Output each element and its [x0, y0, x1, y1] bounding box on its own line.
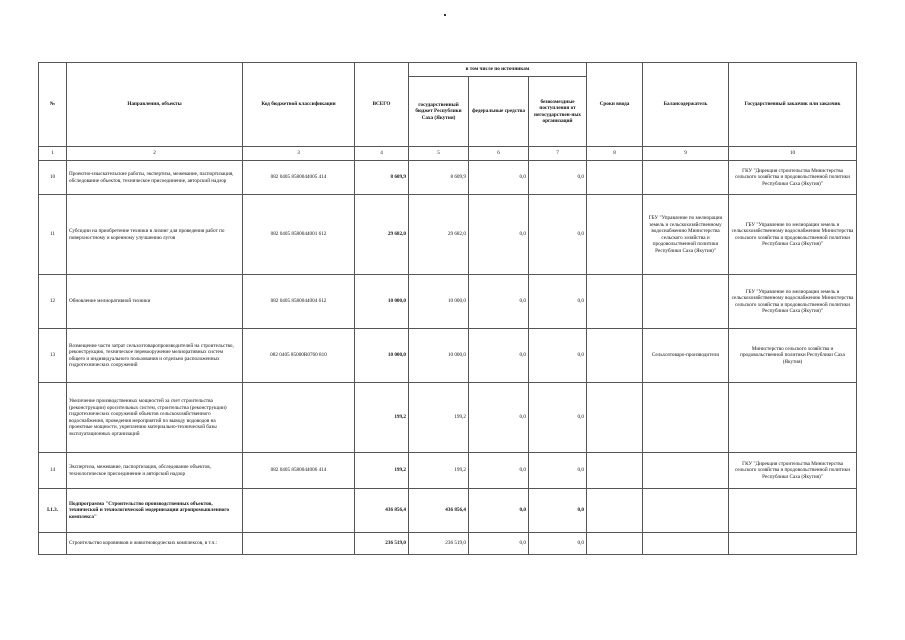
row-code	[243, 489, 355, 533]
row-term	[587, 275, 643, 329]
row-holder	[643, 161, 729, 195]
row-state-budget: 10 000,0	[409, 329, 469, 383]
row-no: 13	[39, 329, 67, 383]
row-holder	[643, 453, 729, 489]
col-number: 8	[587, 147, 643, 161]
row-holder	[643, 533, 729, 555]
row-total: 436 856,4	[355, 489, 409, 533]
col-header-sources-group: в том числе по источникам	[409, 63, 587, 77]
row-code	[243, 533, 355, 555]
table-row	[39, 383, 857, 453]
row-federal: 0,0	[469, 195, 529, 275]
row-customer: ГКУ "Дирекция строительства Министерства сельского хозяйства и продовольственной политики Республики Саха (Якутия)"	[729, 453, 857, 489]
row-total: 8 609,9	[355, 161, 409, 195]
row-free: 0,0	[529, 329, 587, 383]
column-number-row	[39, 147, 857, 161]
row-federal: 0,0	[469, 161, 529, 195]
row-total: 10 000,0	[355, 275, 409, 329]
row-state-budget: 29 682,0	[409, 195, 469, 275]
row-term	[587, 489, 643, 533]
row-term	[587, 533, 643, 555]
row-federal: 0,0	[469, 453, 529, 489]
row-total: 29 682,0	[355, 195, 409, 275]
row-state-budget: 199,2	[409, 383, 469, 453]
header-row-1	[39, 63, 857, 77]
row-total: 199,2	[355, 453, 409, 489]
table-row	[39, 161, 857, 195]
row-total: 199,2	[355, 383, 409, 453]
col-number: 10	[729, 147, 857, 161]
row-customer: Министерство сельского хозяйства и продовольственной политики Республики Саха (Якутия)	[729, 329, 857, 383]
row-direction: Строительство коровников и животноводческих комплексов, в т.ч.:	[67, 533, 243, 555]
col-header-code: Код бюджетной классификации	[243, 63, 355, 147]
budget-table	[38, 62, 857, 555]
row-federal: 0,0	[469, 329, 529, 383]
row-free: 0,0	[529, 533, 587, 555]
row-customer	[729, 383, 857, 453]
row-code: 082 0405 8580044001 612	[243, 195, 355, 275]
row-direction: Подпрограмма "Строительство производственных объектов, технической и технологической модернизации агропромышленного комплекса"	[67, 489, 243, 533]
row-holder: Сельхозтоваро-производители	[643, 329, 729, 383]
col-number: 5	[409, 147, 469, 161]
row-state-budget: 8 609,9	[409, 161, 469, 195]
row-federal: 0,0	[469, 275, 529, 329]
col-header-free: безвозмездные поступления от негосударствен-ных организаций	[529, 77, 587, 147]
row-free: 0,0	[529, 453, 587, 489]
row-direction: Увеличение производственных мощностей за счет строительства (реконструкции) оросительных систем, строительства (реконструкции) гидротехнических сооружений объектов сельскохозяйственного водоснабжения, проведения мероприятий по выводу водоводов на проектные мощности, укреплению материально-технической базы эксплуатационных организаций	[67, 383, 243, 453]
row-code: 082 0405 85000R0760 810	[243, 329, 355, 383]
row-no: I.1.3.	[39, 489, 67, 533]
col-number: 4	[355, 147, 409, 161]
row-state-budget: 10 000,0	[409, 275, 469, 329]
row-direction: Субсидии на приобретение техники в лизинг для проведения работ по поверхностному и коренному улучшению лугов	[67, 195, 243, 275]
row-code	[243, 383, 355, 453]
row-total: 236 519,0	[355, 533, 409, 555]
row-customer: ГБУ "Управление по мелиорации земель и сельскохозяйственному водоснабжению Министерства сельского хозяйства и продовольственной политики Республики Саха (Якутия)"	[729, 195, 857, 275]
row-total: 10 000,0	[355, 329, 409, 383]
row-no: 12	[39, 275, 67, 329]
row-state-budget: 436 856,4	[409, 489, 469, 533]
row-free: 0,0	[529, 195, 587, 275]
row-holder	[643, 489, 729, 533]
row-no: 11	[39, 195, 67, 275]
table-row	[39, 329, 857, 383]
row-customer: ГКУ "Дирекция строительства Министерства сельского хозяйства и продовольственной политики Республики Саха (Якутия)"	[729, 161, 857, 195]
col-header-direction: Направления, объекты	[67, 63, 243, 147]
col-number: 6	[469, 147, 529, 161]
row-state-budget: 236 519,0	[409, 533, 469, 555]
table-row	[39, 533, 857, 555]
row-no	[39, 533, 67, 555]
col-number: 3	[243, 147, 355, 161]
row-direction: Возмещение части затрат сельхозтоваропроизводителей на строительство, реконструкцию, техническое перевооружение мелиоративных систем общего и индивидуального пользования и отдельно расположенных гидротехнических сооружений	[67, 329, 243, 383]
row-state-budget: 199,2	[409, 453, 469, 489]
col-number: 9	[643, 147, 729, 161]
row-customer: ГБУ "Управление по мелиорации земель и сельскохозяйственному водоснабжению Министерства сельского хозяйства и продовольственной политики Республики Саха (Якутия)"	[729, 275, 857, 329]
subprogram-row	[39, 489, 857, 533]
row-term	[587, 383, 643, 453]
row-direction: Обновление мелиоративной техники	[67, 275, 243, 329]
row-customer	[729, 533, 857, 555]
col-header-federal: федеральные средства	[469, 77, 529, 147]
row-no: 14	[39, 453, 67, 489]
row-no: 10	[39, 161, 67, 195]
row-code: 082 0405 8580044006 414	[243, 453, 355, 489]
row-free: 0,0	[529, 161, 587, 195]
row-holder	[643, 383, 729, 453]
row-no	[39, 383, 67, 453]
row-term	[587, 453, 643, 489]
row-free: 0,0	[529, 383, 587, 453]
row-free: 0,0	[529, 275, 587, 329]
col-number: 7	[529, 147, 587, 161]
col-number: 2	[67, 147, 243, 161]
row-direction: Экспертиза, межевание, паспортизация, обследование объектов, технологическое присоединение и авторский надзор	[67, 453, 243, 489]
col-number: 1	[39, 147, 67, 161]
row-free: 0,0	[529, 489, 587, 533]
row-federal: 0,0	[469, 489, 529, 533]
row-holder	[643, 275, 729, 329]
table-row	[39, 195, 857, 275]
col-header-no: №	[39, 63, 67, 147]
row-federal: 0,0	[469, 533, 529, 555]
row-customer	[729, 489, 857, 533]
row-direction: Проектно-изыскательские работы, экспертиза, межевание, паспортизация, обследование объектов, техническое присоединение, авторский надзор	[67, 161, 243, 195]
col-header-holder: Балансодержатель	[643, 63, 729, 147]
row-code: 082 0405 8580044005 414	[243, 161, 355, 195]
row-holder: ГБУ "Управление по мелиорации земель и сельскохозяйственному водоснабжению Министерства сельского хозяйства и продовольственной политики Республики Саха (Якутия)"	[643, 195, 729, 275]
row-term	[587, 195, 643, 275]
row-code: 082 0405 8580044004 612	[243, 275, 355, 329]
col-header-total: ВСЕГО	[355, 63, 409, 147]
col-header-term: Сроки ввода	[587, 63, 643, 147]
page-dot-mark	[444, 14, 446, 16]
table-row	[39, 453, 857, 489]
col-header-customer: Государственный заказчик или заказчик	[729, 63, 857, 147]
col-header-state-budget: государственный бюджет Республики Саха (Якутия)	[409, 77, 469, 147]
row-term	[587, 161, 643, 195]
table-row	[39, 275, 857, 329]
row-federal: 0,0	[469, 383, 529, 453]
row-term	[587, 329, 643, 383]
